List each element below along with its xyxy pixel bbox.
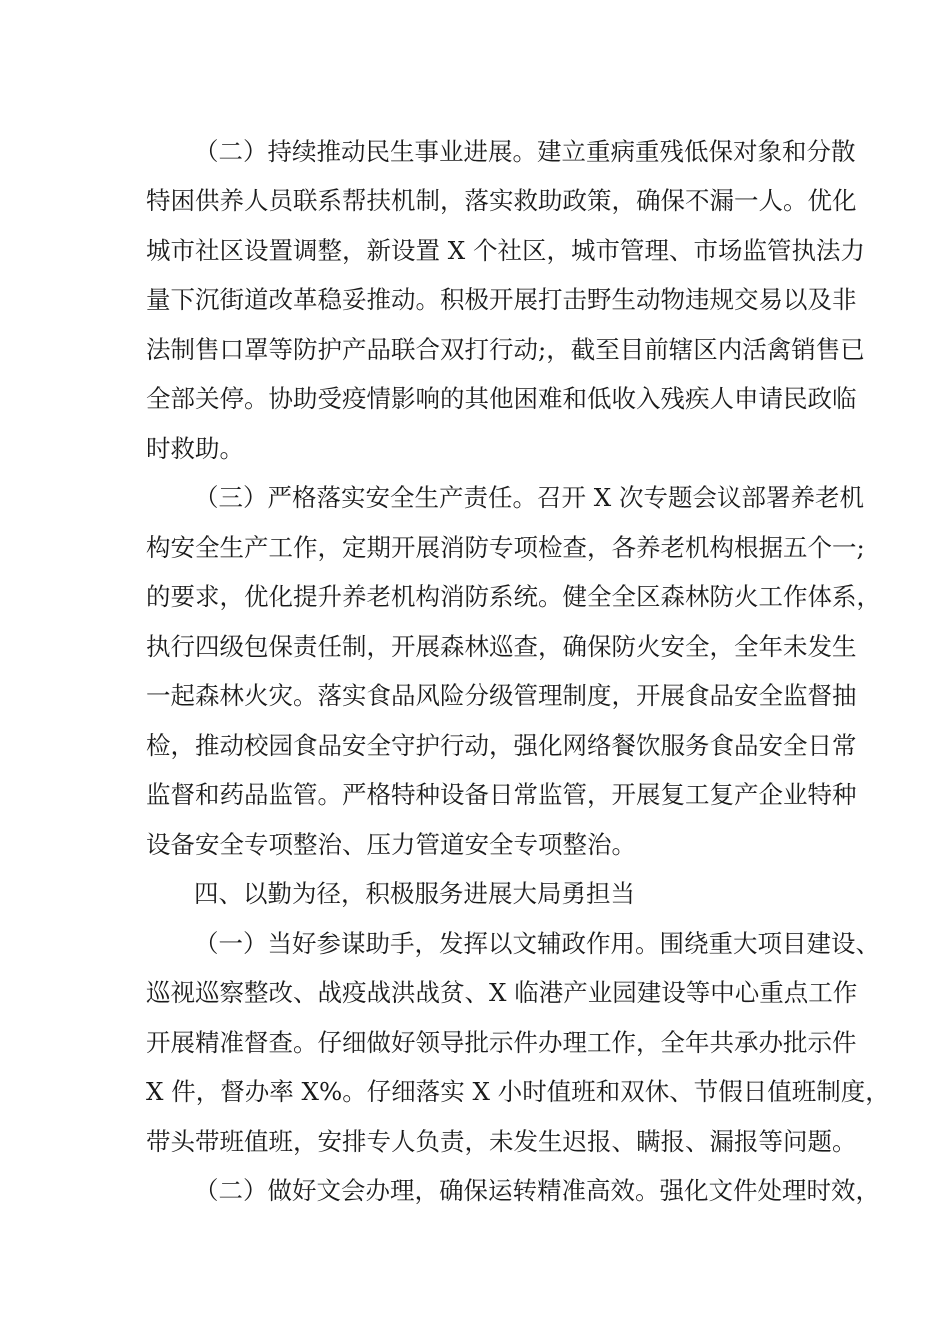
paragraph-line: 量下沉街道改革稳妥推动。积极开展打击野生动物违规交易以及非: [146, 285, 857, 314]
paragraph-line: 全部关停。协助受疫情影响的其他困难和低收入残疾人申请民政临: [146, 384, 857, 413]
paragraph-line: 构安全生产工作，定期开展消防专项检查，各养老机构根据五个一;: [146, 533, 865, 562]
paragraph-line: （一）当好参谋助手，发挥以文辅政作用。围绕重大项目建设、: [194, 929, 880, 958]
paragraph-line: X 件，督办率 X%。仔细落实 X 小时值班和双休、节假日值班制度，: [146, 1077, 890, 1106]
paragraph-line: 监督和药品监管。严格特种设备日常监管，开展复工复产企业特种: [146, 780, 857, 809]
paragraph-line: （二）做好文会办理，确保运转精准高效。强化文件处理时效，: [194, 1176, 880, 1205]
paragraph-line: 一起森林火灾。落实食品风险分级管理制度，开展食品安全监督抽: [146, 681, 857, 710]
paragraph-line: 开展精准督查。仔细做好领导批示件办理工作，全年共承办批示件: [146, 1028, 857, 1057]
paragraph-line: 带头带班值班，安排专人负责，未发生迟报、瞒报、漏报等问题。: [146, 1127, 857, 1156]
paragraph-line: 特困供养人员联系帮扶机制，落实救助政策，确保不漏一人。优化: [146, 186, 857, 215]
paragraph-line: （三）严格落实安全生产责任。召开 X 次专题会议部署养老机: [194, 483, 865, 512]
paragraph-line: 设备安全专项整治、压力管道安全专项整治。: [146, 830, 636, 859]
paragraph-line: 的要求，优化提升养老机构消防系统。健全全区森林防火工作体系，: [146, 582, 881, 611]
paragraph-line: （二）持续推动民生事业进展。建立重病重残低保对象和分散: [194, 137, 856, 166]
paragraph-line: 城市社区设置调整，新设置 X 个社区，城市管理、市场监管执法力: [146, 236, 866, 265]
paragraph-line: 检，推动校园食品安全守护行动，强化网络餐饮服务食品安全日常: [146, 731, 857, 760]
paragraph-line: 时救助。: [146, 434, 244, 463]
section-heading: 四、以勤为径，积极服务进展大局勇担当: [194, 879, 635, 908]
paragraph-line: 法制售口罩等防护产品联合双打行动;，截至目前辖区内活禽销售已: [146, 335, 865, 364]
paragraph-line: 执行四级包保责任制，开展森林巡查，确保防火安全，全年未发生: [146, 632, 857, 661]
paragraph-line: 巡视巡察整改、战疫战洪战贫、X 临港产业园建设等中心重点工作: [146, 978, 858, 1007]
